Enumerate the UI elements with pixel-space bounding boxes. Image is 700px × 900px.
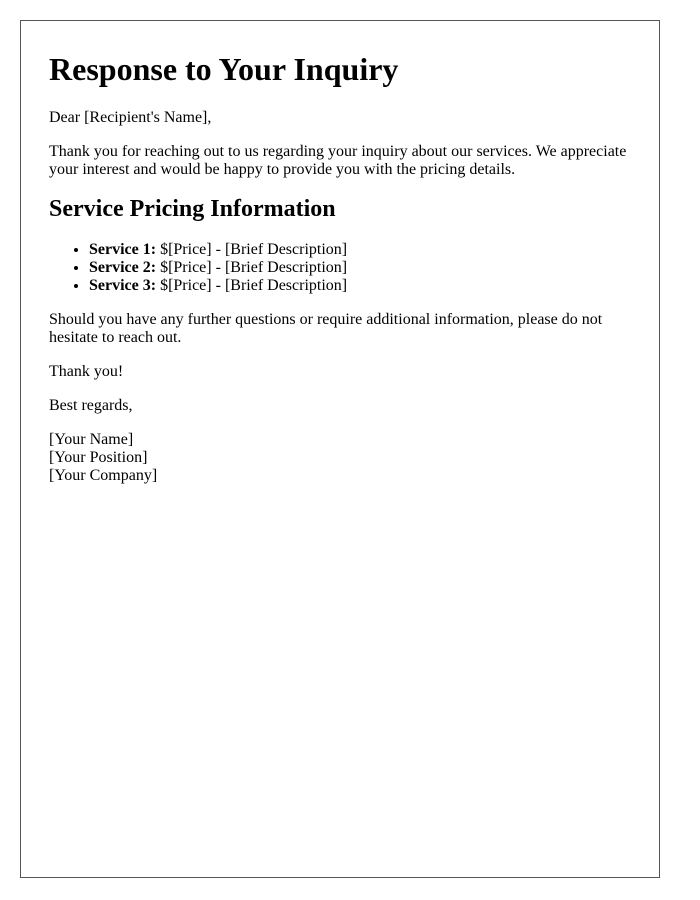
signature-position: [Your Position]: [49, 449, 148, 466]
service-detail: $[Price] - [Brief Description]: [156, 259, 348, 276]
signature-block: [49, 431, 631, 485]
page-title: Response to Your Inquiry: [49, 51, 399, 87]
service-detail: $[Price] - [Brief Description]: [156, 241, 348, 258]
service-label: Service 1:: [89, 241, 157, 258]
thanks-line: Thank you!: [49, 363, 124, 380]
service-detail: $[Price] - [Brief Description]: [156, 277, 348, 294]
signature-company: [Your Company]: [49, 467, 158, 484]
signature-name: [Your Name]: [49, 431, 134, 448]
service-label: Service 2:: [89, 259, 157, 276]
list-item: [89, 277, 631, 295]
service-label: Service 3:: [89, 277, 157, 294]
section-heading: Service Pricing Information: [49, 196, 336, 222]
intro-paragraph: Thank you for reaching out to us regarding your inquiry about our services. We appreciate your interest and would be happy to provide you with the pricing details.: [49, 143, 627, 178]
list-item: [89, 259, 631, 277]
closing-line: Best regards,: [49, 397, 133, 414]
greeting: Dear [Recipient's Name],: [49, 109, 212, 126]
services-list: [49, 241, 631, 295]
list-item: [89, 241, 631, 259]
letter-page: [20, 20, 660, 878]
followup-paragraph: Should you have any further questions or require additional information, please do not hesitate to reach out.: [49, 311, 603, 346]
